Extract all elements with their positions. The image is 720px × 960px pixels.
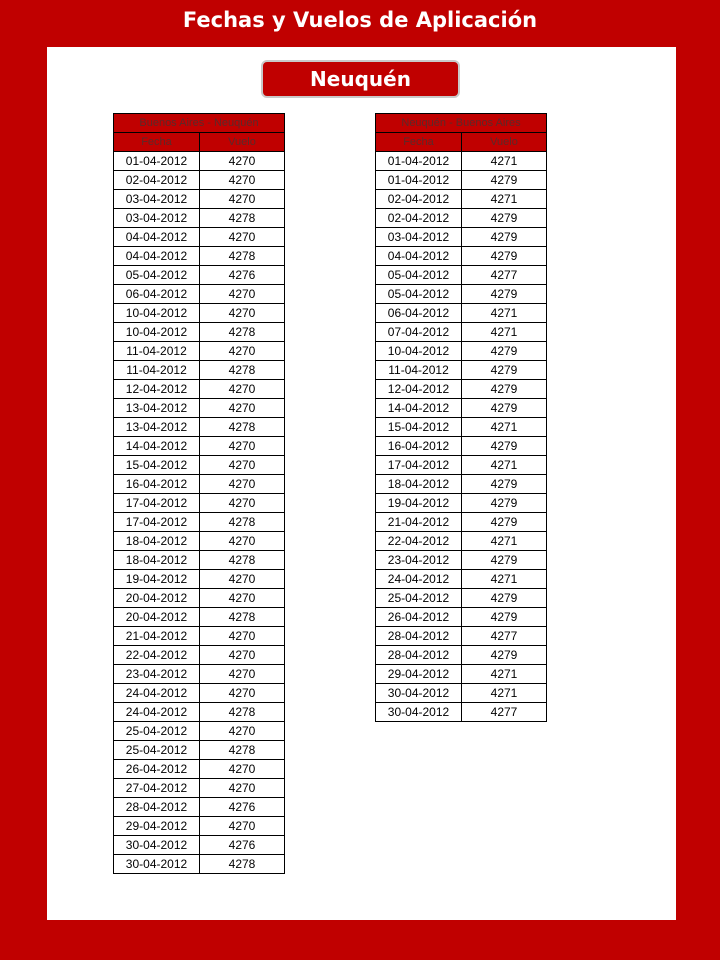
cell-vuelo: 4271 <box>462 323 547 342</box>
cell-fecha: 15-04-2012 <box>114 456 200 475</box>
table-row <box>376 342 547 361</box>
cell-vuelo: 4270 <box>200 817 285 836</box>
cell-vuelo: 4270 <box>200 285 285 304</box>
cell-fecha: 13-04-2012 <box>114 399 200 418</box>
table-row <box>114 741 285 760</box>
cell-vuelo: 4278 <box>200 247 285 266</box>
table-row <box>114 608 285 627</box>
table-row <box>114 323 285 342</box>
cell-vuelo: 4278 <box>200 855 285 874</box>
table-row <box>376 475 547 494</box>
cell-vuelo: 4271 <box>462 190 547 209</box>
table-row <box>114 380 285 399</box>
cell-fecha: 11-04-2012 <box>114 361 200 380</box>
cell-fecha: 05-04-2012 <box>376 266 462 285</box>
table-row <box>114 532 285 551</box>
table-row <box>114 665 285 684</box>
cell-vuelo: 4270 <box>200 532 285 551</box>
table-row <box>114 513 285 532</box>
table-row <box>376 247 547 266</box>
cell-fecha: 20-04-2012 <box>114 589 200 608</box>
cell-vuelo: 4279 <box>462 551 547 570</box>
cell-vuelo: 4278 <box>200 418 285 437</box>
cell-fecha: 28-04-2012 <box>376 627 462 646</box>
cell-fecha: 30-04-2012 <box>376 703 462 722</box>
cell-vuelo: 4271 <box>462 304 547 323</box>
cell-vuelo: 4279 <box>462 361 547 380</box>
table-row <box>376 418 547 437</box>
cell-vuelo: 4279 <box>462 494 547 513</box>
cell-vuelo: 4279 <box>462 342 547 361</box>
cell-vuelo: 4270 <box>200 494 285 513</box>
cell-fecha: 19-04-2012 <box>114 570 200 589</box>
cell-fecha: 30-04-2012 <box>376 684 462 703</box>
cell-fecha: 23-04-2012 <box>376 551 462 570</box>
cell-vuelo: 4270 <box>200 342 285 361</box>
cell-vuelo: 4270 <box>200 589 285 608</box>
flights-table-neuquen-buenos-aires <box>375 113 547 722</box>
cell-fecha: 10-04-2012 <box>114 323 200 342</box>
cell-vuelo: 4277 <box>462 266 547 285</box>
cell-vuelo: 4279 <box>462 171 547 190</box>
cell-vuelo: 4279 <box>462 399 547 418</box>
table-row <box>376 361 547 380</box>
table-row <box>376 703 547 722</box>
table-row <box>376 532 547 551</box>
cell-fecha: 04-04-2012 <box>376 247 462 266</box>
table-row <box>114 456 285 475</box>
table-row <box>114 285 285 304</box>
cell-vuelo: 4270 <box>200 399 285 418</box>
cell-fecha: 23-04-2012 <box>114 665 200 684</box>
table-row <box>376 209 547 228</box>
table-row <box>376 513 547 532</box>
cell-fecha: 16-04-2012 <box>376 437 462 456</box>
cell-fecha: 29-04-2012 <box>376 665 462 684</box>
cell-vuelo: 4276 <box>200 798 285 817</box>
table-row <box>376 551 547 570</box>
cell-fecha: 17-04-2012 <box>376 456 462 475</box>
table-row <box>376 266 547 285</box>
cell-fecha: 28-04-2012 <box>114 798 200 817</box>
cell-vuelo: 4278 <box>200 209 285 228</box>
table-row <box>376 456 547 475</box>
table-row <box>114 190 285 209</box>
cell-fecha: 10-04-2012 <box>114 304 200 323</box>
cell-fecha: 13-04-2012 <box>114 418 200 437</box>
cell-fecha: 04-04-2012 <box>114 247 200 266</box>
table-row <box>376 437 547 456</box>
column-header-vuelo: Vuelo <box>200 133 285 152</box>
cell-vuelo: 4270 <box>200 570 285 589</box>
table-body <box>376 152 547 722</box>
cell-vuelo: 4271 <box>462 684 547 703</box>
cell-fecha: 02-04-2012 <box>376 190 462 209</box>
cell-vuelo: 4279 <box>462 380 547 399</box>
cell-fecha: 19-04-2012 <box>376 494 462 513</box>
cell-fecha: 25-04-2012 <box>114 741 200 760</box>
cell-vuelo: 4279 <box>462 247 547 266</box>
cell-fecha: 17-04-2012 <box>114 513 200 532</box>
cell-fecha: 12-04-2012 <box>114 380 200 399</box>
cell-vuelo: 4270 <box>200 171 285 190</box>
cell-fecha: 02-04-2012 <box>114 171 200 190</box>
table-row <box>114 836 285 855</box>
table-caption: Buenos Aires - Neuquén <box>114 114 285 133</box>
cell-vuelo: 4278 <box>200 703 285 722</box>
cell-vuelo: 4270 <box>200 684 285 703</box>
column-header-fecha: Fecha <box>376 133 462 152</box>
cell-vuelo: 4278 <box>200 741 285 760</box>
cell-fecha: 10-04-2012 <box>376 342 462 361</box>
cell-vuelo: 4270 <box>200 190 285 209</box>
cell-vuelo: 4270 <box>200 456 285 475</box>
table-row <box>114 247 285 266</box>
cell-vuelo: 4278 <box>200 361 285 380</box>
cell-fecha: 30-04-2012 <box>114 836 200 855</box>
cell-vuelo: 4279 <box>462 608 547 627</box>
column-header-fecha: Fecha <box>114 133 200 152</box>
table-row <box>376 627 547 646</box>
page-title: Fechas y Vuelos de Aplicación <box>182 8 538 32</box>
cell-fecha: 20-04-2012 <box>114 608 200 627</box>
table-row <box>114 817 285 836</box>
cell-fecha: 05-04-2012 <box>376 285 462 304</box>
table-body <box>114 152 285 874</box>
cell-fecha: 18-04-2012 <box>376 475 462 494</box>
table-row <box>114 570 285 589</box>
cell-fecha: 29-04-2012 <box>114 817 200 836</box>
cell-fecha: 16-04-2012 <box>114 475 200 494</box>
cell-fecha: 22-04-2012 <box>376 532 462 551</box>
cell-fecha: 24-04-2012 <box>376 570 462 589</box>
cell-vuelo: 4270 <box>200 627 285 646</box>
cell-fecha: 26-04-2012 <box>114 760 200 779</box>
table-row <box>376 152 547 171</box>
cell-vuelo: 4271 <box>462 665 547 684</box>
table-row <box>114 399 285 418</box>
cell-vuelo: 4278 <box>200 551 285 570</box>
cell-fecha: 17-04-2012 <box>114 494 200 513</box>
table-row <box>114 304 285 323</box>
cell-vuelo: 4277 <box>462 627 547 646</box>
cell-vuelo: 4277 <box>462 703 547 722</box>
cell-fecha: 14-04-2012 <box>376 399 462 418</box>
flights-table-buenos-aires-neuquen <box>113 113 285 874</box>
cell-vuelo: 4271 <box>462 152 547 171</box>
table-row <box>114 361 285 380</box>
table-row <box>114 627 285 646</box>
cell-vuelo: 4270 <box>200 779 285 798</box>
cell-vuelo: 4270 <box>200 304 285 323</box>
table-row <box>114 589 285 608</box>
cell-fecha: 25-04-2012 <box>114 722 200 741</box>
cell-fecha: 22-04-2012 <box>114 646 200 665</box>
table-row <box>114 684 285 703</box>
table-row <box>114 798 285 817</box>
city-badge: Neuquén <box>261 60 460 98</box>
cell-fecha: 21-04-2012 <box>114 627 200 646</box>
cell-vuelo: 4279 <box>462 513 547 532</box>
cell-vuelo: 4276 <box>200 836 285 855</box>
table-row <box>376 399 547 418</box>
table-row <box>114 228 285 247</box>
cell-vuelo: 4270 <box>200 646 285 665</box>
table-row <box>114 475 285 494</box>
cell-vuelo: 4270 <box>200 722 285 741</box>
cell-fecha: 12-04-2012 <box>376 380 462 399</box>
cell-vuelo: 4276 <box>200 266 285 285</box>
table-row <box>114 494 285 513</box>
column-header-vuelo: Vuelo <box>462 133 547 152</box>
cell-vuelo: 4270 <box>200 665 285 684</box>
table-row <box>114 266 285 285</box>
cell-fecha: 27-04-2012 <box>114 779 200 798</box>
table-row <box>376 285 547 304</box>
cell-vuelo: 4270 <box>200 228 285 247</box>
table-row <box>114 703 285 722</box>
cell-vuelo: 4279 <box>462 209 547 228</box>
table-row <box>114 646 285 665</box>
cell-vuelo: 4278 <box>200 608 285 627</box>
table-row <box>114 437 285 456</box>
table-row <box>114 779 285 798</box>
cell-vuelo: 4279 <box>462 475 547 494</box>
table-row <box>376 228 547 247</box>
cell-fecha: 07-04-2012 <box>376 323 462 342</box>
cell-vuelo: 4279 <box>462 646 547 665</box>
cell-fecha: 18-04-2012 <box>114 551 200 570</box>
cell-fecha: 11-04-2012 <box>114 342 200 361</box>
cell-fecha: 14-04-2012 <box>114 437 200 456</box>
cell-vuelo: 4271 <box>462 418 547 437</box>
cell-fecha: 11-04-2012 <box>376 361 462 380</box>
table-row <box>114 152 285 171</box>
cell-vuelo: 4270 <box>200 152 285 171</box>
table-row <box>114 342 285 361</box>
table-row <box>376 171 547 190</box>
table-row <box>376 323 547 342</box>
cell-vuelo: 4271 <box>462 532 547 551</box>
table-row <box>114 722 285 741</box>
cell-fecha: 03-04-2012 <box>114 190 200 209</box>
table-row <box>376 190 547 209</box>
cell-vuelo: 4279 <box>462 589 547 608</box>
cell-vuelo: 4270 <box>200 475 285 494</box>
table-row <box>376 608 547 627</box>
table-row <box>114 855 285 874</box>
table-row <box>376 494 547 513</box>
cell-fecha: 24-04-2012 <box>114 703 200 722</box>
table-caption: Neuquén - Buenos Aires <box>376 114 547 133</box>
table-row <box>376 665 547 684</box>
cell-fecha: 15-04-2012 <box>376 418 462 437</box>
table-row <box>114 760 285 779</box>
table-row <box>376 589 547 608</box>
cell-fecha: 01-04-2012 <box>376 171 462 190</box>
cell-vuelo: 4271 <box>462 570 547 589</box>
cell-vuelo: 4270 <box>200 437 285 456</box>
cell-fecha: 26-04-2012 <box>376 608 462 627</box>
table-row <box>376 684 547 703</box>
table-row <box>114 171 285 190</box>
cell-fecha: 25-04-2012 <box>376 589 462 608</box>
cell-vuelo: 4270 <box>200 760 285 779</box>
cell-vuelo: 4279 <box>462 285 547 304</box>
cell-fecha: 05-04-2012 <box>114 266 200 285</box>
cell-fecha: 06-04-2012 <box>114 285 200 304</box>
cell-fecha: 18-04-2012 <box>114 532 200 551</box>
cell-vuelo: 4279 <box>462 228 547 247</box>
cell-fecha: 01-04-2012 <box>114 152 200 171</box>
cell-fecha: 28-04-2012 <box>376 646 462 665</box>
table-row <box>114 209 285 228</box>
table-row <box>376 646 547 665</box>
table-row <box>114 551 285 570</box>
cell-fecha: 04-04-2012 <box>114 228 200 247</box>
cell-vuelo: 4278 <box>200 323 285 342</box>
cell-fecha: 03-04-2012 <box>376 228 462 247</box>
cell-fecha: 06-04-2012 <box>376 304 462 323</box>
cell-fecha: 21-04-2012 <box>376 513 462 532</box>
table-row <box>376 570 547 589</box>
table-row <box>376 380 547 399</box>
cell-fecha: 30-04-2012 <box>114 855 200 874</box>
table-row <box>376 304 547 323</box>
table-row <box>114 418 285 437</box>
cell-fecha: 03-04-2012 <box>114 209 200 228</box>
cell-vuelo: 4278 <box>200 513 285 532</box>
cell-fecha: 24-04-2012 <box>114 684 200 703</box>
cell-vuelo: 4279 <box>462 437 547 456</box>
cell-fecha: 01-04-2012 <box>376 152 462 171</box>
cell-vuelo: 4271 <box>462 456 547 475</box>
cell-fecha: 02-04-2012 <box>376 209 462 228</box>
cell-vuelo: 4270 <box>200 380 285 399</box>
